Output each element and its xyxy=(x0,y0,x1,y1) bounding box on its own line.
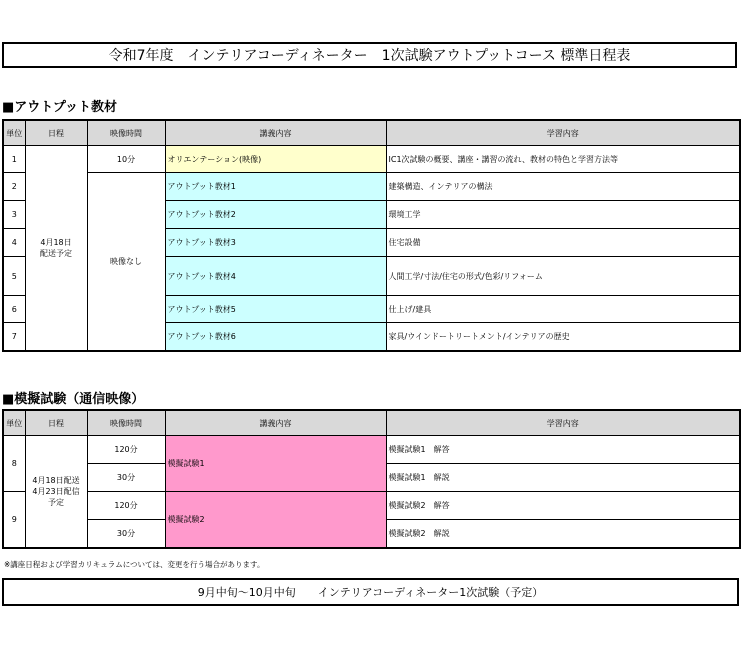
page-title: 令和7年度 インテリアコーディネーター 1次試験アウトプットコース 標準日程表 xyxy=(2,42,737,68)
video-cell: 30分 xyxy=(87,520,165,548)
schedule-cell: 4月18日配送 4月23日配信 予定 xyxy=(25,436,87,548)
schedule-cell: 4月18日 配送予定 xyxy=(25,146,87,351)
table-row xyxy=(3,146,740,173)
col-lecture: 講義内容 xyxy=(165,410,386,436)
video-cell: 映像なし xyxy=(87,173,165,351)
table-row xyxy=(3,173,740,201)
col-content: 学習内容 xyxy=(386,120,740,146)
content-cell: 建築構造、インテリアの構法 xyxy=(386,173,740,201)
unit-cell: 4 xyxy=(3,229,25,257)
table-header-row xyxy=(3,120,740,146)
col-content: 学習内容 xyxy=(386,410,740,436)
content-cell: 模擬試験2 解説 xyxy=(386,520,740,548)
lecture-cell: アウトプット教材5 xyxy=(165,296,386,323)
lecture-cell: アウトプット教材3 xyxy=(165,229,386,257)
unit-cell: 8 xyxy=(3,436,25,492)
video-cell: 120分 xyxy=(87,436,165,464)
content-cell: 仕上げ/建具 xyxy=(386,296,740,323)
table-row xyxy=(3,492,740,520)
col-unit: 単位 xyxy=(3,410,25,436)
lecture-cell: 模擬試験2 xyxy=(165,492,386,548)
change-notice: ※講座日程および学習カリキュラムについては、変更を行う場合があります。 xyxy=(4,560,265,569)
col-unit: 単位 xyxy=(3,120,25,146)
table-row xyxy=(3,436,740,464)
content-cell: 模擬試験1 解説 xyxy=(386,464,740,492)
col-schedule: 日程 xyxy=(25,410,87,436)
unit-cell: 5 xyxy=(3,257,25,296)
section-heading-output: ■アウトプット教材 xyxy=(2,100,117,115)
unit-cell: 9 xyxy=(3,492,25,548)
col-lecture: 講義内容 xyxy=(165,120,386,146)
unit-cell: 1 xyxy=(3,146,25,173)
content-cell: 人間工学/寸法/住宅の形式/色彩/リフォーム xyxy=(386,257,740,296)
unit-cell: 2 xyxy=(3,173,25,201)
lecture-cell: オリエンテーション(映像) xyxy=(165,146,386,173)
lecture-cell: アウトプット教材4 xyxy=(165,257,386,296)
table-header-row xyxy=(3,410,740,436)
unit-cell: 6 xyxy=(3,296,25,323)
video-cell: 120分 xyxy=(87,492,165,520)
content-cell: 家具/ウインドートリートメント/インテリアの歴史 xyxy=(386,323,740,351)
video-cell: 30分 xyxy=(87,464,165,492)
section-heading-mock-exam: ■模擬試験（通信映像） xyxy=(2,392,145,407)
output-materials-table xyxy=(2,119,741,352)
content-cell: 住宅設備 xyxy=(386,229,740,257)
col-video-time: 映像時間 xyxy=(87,120,165,146)
exam-date-banner: 9月中旬～10月中旬 インテリアコーディネーター1次試験（予定） xyxy=(2,578,739,606)
lecture-cell: アウトプット教材1 xyxy=(165,173,386,201)
content-cell: 環境工学 xyxy=(386,201,740,229)
video-cell: 10分 xyxy=(87,146,165,173)
mock-exam-table xyxy=(2,409,741,549)
col-video-time: 映像時間 xyxy=(87,410,165,436)
unit-cell: 3 xyxy=(3,201,25,229)
lecture-cell: 模擬試験1 xyxy=(165,436,386,492)
content-cell: 模擬試験1 解答 xyxy=(386,436,740,464)
col-schedule: 日程 xyxy=(25,120,87,146)
lecture-cell: アウトプット教材2 xyxy=(165,201,386,229)
content-cell: IC1次試験の概要、講座・講習の流れ、教材の特色と学習方法等 xyxy=(386,146,740,173)
lecture-cell: アウトプット教材6 xyxy=(165,323,386,351)
unit-cell: 7 xyxy=(3,323,25,351)
content-cell: 模擬試験2 解答 xyxy=(386,492,740,520)
